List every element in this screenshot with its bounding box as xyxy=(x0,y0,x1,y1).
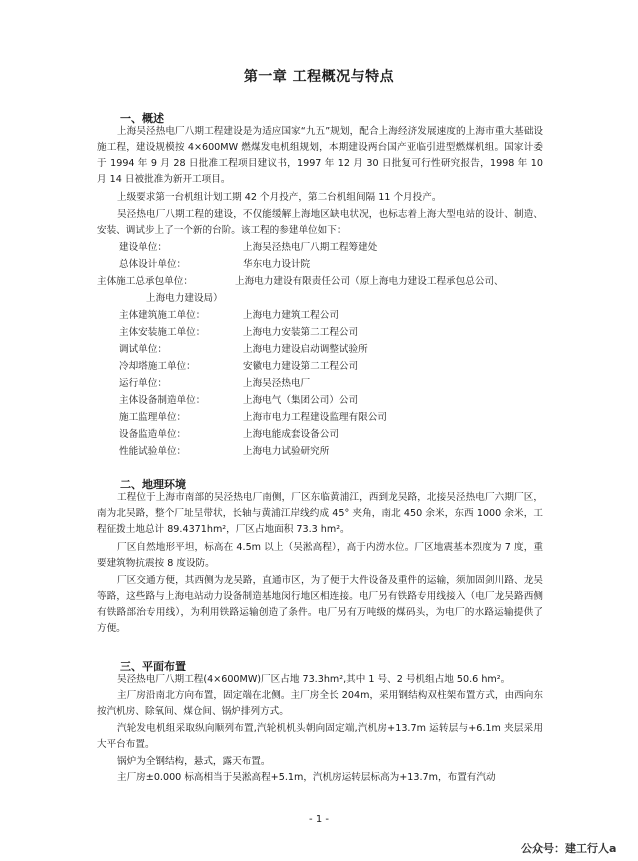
unit-row xyxy=(97,342,557,358)
overview-paragraph-1: 上海吴泾热电厂八期工程建设是为适应国家“九五”规划，配合上海经济发展速度的上海市重大基础设施工程，建设规模按 4×600MW 燃煤发电机组规划，本期建设两台国产亚临引进型燃煤机组。国家计委于 1994 年 9 月 28 日批准工程项目建议书，1997 年 12 月 30 日批复可行性研究报告，1998 年 10 月 14 日被批准为新开工项目。 xyxy=(97,126,543,185)
unit-value: 上海吴泾热电厂 xyxy=(243,378,311,389)
unit-value: 上海电力建设启动调整试验所 xyxy=(243,344,368,355)
geography-paragraph-1: 工程位于上海市南部的吴泾热电厂南侧，厂区东临黄浦江，西到龙吴路，北接吴泾热电厂六期厂区，南为北吴路，整个厂址呈带状，长轴与黄浦江岸线约成 45° 夹角，南北 450 余米，东西 1000 余米，工程征拨土地总计 89.4371hm²，厂区占地面积 73.3 hm²。 xyxy=(97,492,543,535)
unit-row xyxy=(97,393,557,409)
unit-row xyxy=(97,240,557,256)
geography-paragraph-2: 厂区自然地形平坦，标高在 4.5m 以上（吴淞高程），高于内涝水位。厂区地震基本烈度为 7 度，重要建筑物抗震按 8 度设防。 xyxy=(97,542,543,569)
layout-paragraph-1: 吴泾热电厂八期工程(4×600MW)厂区占地 73.3hm²,其中 1 号、2 号机组占地 50.6 hm²。 xyxy=(117,674,511,685)
unit-label: 运行单位： xyxy=(119,378,167,389)
unit-label: 主体建筑施工单位： xyxy=(119,310,206,321)
unit-row xyxy=(97,359,557,375)
unit-row xyxy=(97,444,557,460)
unit-row xyxy=(97,325,557,341)
section-heading-geography: 二、地理环境 xyxy=(120,478,186,491)
unit-value: 上海吴泾热电厂八期工程筹建处 xyxy=(243,242,378,253)
unit-value: 华东电力设计院 xyxy=(243,259,311,270)
unit-row xyxy=(97,410,557,426)
unit-value: 上海电气（集团公司）公司 xyxy=(243,395,359,406)
unit-value: 上海电力安装第二工程公司 xyxy=(243,327,359,338)
layout-paragraph-2: 主厂房沿南北方向布置，固定端在北侧。主厂房全长 204m，采用钢结构双柱架布置方式，由西向东按汽机房、除氧间、煤仓间、锅炉排列方式。 xyxy=(97,690,543,717)
section-heading-overview: 一、概述 xyxy=(120,112,164,125)
unit-row xyxy=(97,274,557,290)
unit-value: 上海电力建筑工程公司 xyxy=(243,310,339,321)
overview-paragraph-2: 上级要求第一台机组计划工期 42 个月投产，第二台机组间隔 11 个月投产。 xyxy=(117,192,442,203)
unit-value: 安徽电力建设第二工程公司 xyxy=(243,361,359,372)
unit-label: 调试单位： xyxy=(119,344,167,355)
unit-value: 上海电力建设有限责任公司（原上海电力建设工程承包总公司、 xyxy=(235,276,504,287)
unit-label: 设备监造单位： xyxy=(119,429,187,440)
unit-label: 冷却塔施工单位： xyxy=(119,361,196,372)
unit-label: 性能试验单位： xyxy=(119,446,187,457)
unit-value: 上海电能成套设备公司 xyxy=(243,429,339,440)
unit-value: 上海电力试验研究所 xyxy=(243,446,330,457)
layout-paragraph-3: 汽轮发电机组采取纵向顺列布置,汽轮机机头朝向固定端,汽机房+13.7m 运转层与+6.1m 夹层采用大平台布置。 xyxy=(97,723,543,750)
chapter-title: 第一章 工程概况与特点 xyxy=(243,69,395,85)
unit-label: 主体施工总承包单位： xyxy=(97,276,193,287)
layout-paragraph-4: 锅炉为全钢结构，悬式，露天布置。 xyxy=(117,756,271,767)
unit-label: 建设单位： xyxy=(119,242,167,253)
page-number: - 1 - xyxy=(309,814,329,825)
unit-row xyxy=(97,257,557,273)
unit-label: 主体安装施工单位： xyxy=(119,327,206,338)
watermark-text: 公众号：建工行人a xyxy=(521,842,617,855)
unit-label: 施工监理单位： xyxy=(119,412,187,423)
layout-paragraph-5: 主厂房±0.000 标高相当于吴淞高程+5.1m，汽机房运转层标高为+13.7m，布置有汽动 xyxy=(117,772,496,783)
unit-row xyxy=(97,376,557,392)
unit-label: 主体设备制造单位： xyxy=(119,395,206,406)
unit-value-continuation: 上海电力建设局） xyxy=(146,293,223,304)
unit-value: 上海市电力工程建设监理有限公司 xyxy=(243,412,387,423)
overview-paragraph-3: 吴泾热电厂八期工程的建设，不仅能缓解上海地区缺电状况，也标志着上海大型电站的设计、制造、安装、调试步上了一个新的台阶。该工程的参建单位如下： xyxy=(97,209,543,236)
unit-label: 总体设计单位： xyxy=(119,259,187,270)
geography-paragraph-3: 厂区交通方便，其西侧为龙吴路，直通市区，为了便于大件设备及重件的运输，须加固剑川路、龙吴等路，这些路与上海电站动力设备制造基地闵行地区相连接。电厂另有铁路专用线接入（电厂龙吴路西侧有铁路部治专用线），为利用铁路运输创造了条件。电厂另有万吨级的煤码头，为电厂的水路运输提供了方便。 xyxy=(97,575,543,634)
unit-row xyxy=(97,308,557,324)
unit-row xyxy=(97,427,557,443)
section-heading-layout: 三、平面布置 xyxy=(120,660,186,673)
